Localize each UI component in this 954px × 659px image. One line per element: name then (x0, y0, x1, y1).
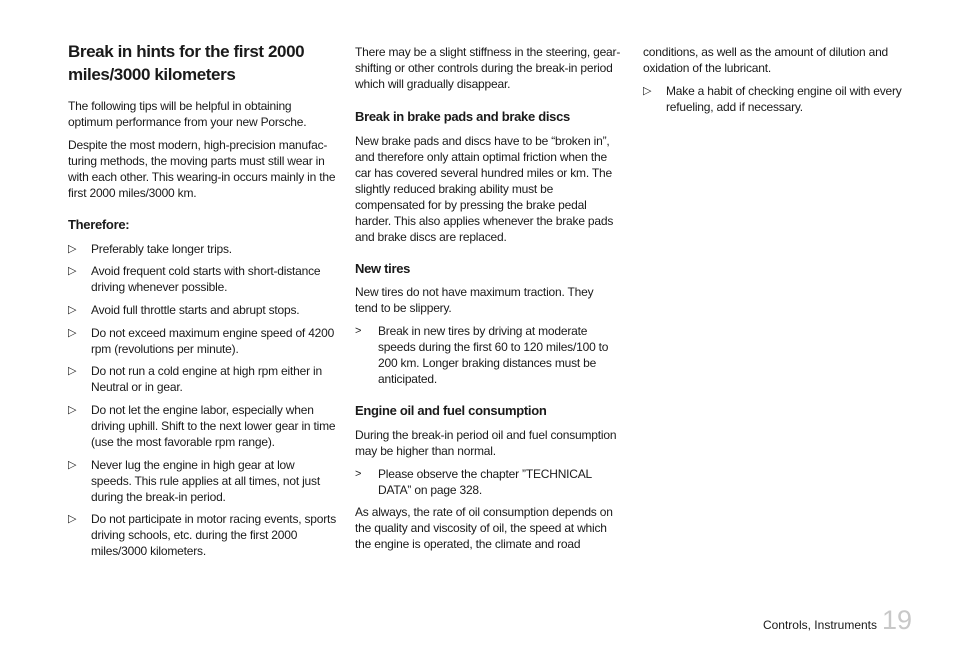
list-item (68, 325, 336, 357)
triangle-bullet-icon: ▷ (68, 459, 77, 471)
list-item (68, 263, 336, 295)
list-item (68, 302, 336, 318)
therefore-heading: Therefore: (68, 217, 130, 232)
page-number: 19 (881, 605, 912, 635)
page-title: Break in hints for the first 2000 miles/3000 kilometers (68, 42, 305, 84)
triangle-bullet-icon: ▷ (643, 85, 652, 97)
list-item (68, 457, 336, 505)
tires-instruction (355, 323, 623, 387)
brakes-heading: Break in brake pads and brake discs (355, 109, 570, 124)
arrow-right-icon: > (355, 468, 362, 480)
triangle-bullet-icon: ▷ (68, 327, 77, 339)
list-item (68, 402, 336, 450)
intro-paragraph-2: Despite the most modern, high-precision manufac-turing methods, the moving parts must still wear in with each other. This wearing-in occurs mainly in the first 2000 miles/3000 km. (68, 138, 336, 200)
triangle-bullet-icon: ▷ (68, 365, 77, 377)
list-item-text: Avoid full throttle starts and abrupt stops. (91, 303, 300, 317)
arrow-right-icon: > (355, 325, 362, 337)
list-item-text: Make a habit of checking engine oil with every refueling, add if necessary. (666, 84, 902, 114)
intro-paragraph-1: The following tips will be helpful in obtaining optimum performance from your new Porsche. (68, 99, 307, 129)
triangle-bullet-icon: ▷ (68, 243, 77, 255)
tires-instruction-text: Break in new tires by driving at moderate speeds during the first 60 to 120 miles/100 to 200 km. Longer braking distances must be anticipated. (378, 324, 609, 386)
triangle-bullet-icon: ▷ (68, 265, 77, 277)
oil-paragraph: During the break-in period oil and fuel consumption may be higher than normal. (355, 428, 617, 458)
list-item-text: Do not exceed maximum engine speed of 4200 rpm (revolutions per minute). (91, 326, 335, 356)
triangle-bullet-icon: ▷ (68, 304, 77, 316)
oil-instruction-text: Please observe the chapter ”TECHNICAL DATA” on page 328. (378, 467, 592, 497)
section-name: Controls, Instruments (762, 618, 877, 632)
tires-paragraph: New tires do not have maximum traction. They tend to be slippery. (355, 285, 594, 315)
triangle-bullet-icon: ▷ (68, 404, 77, 416)
list-item (68, 511, 336, 559)
list-item (643, 83, 911, 115)
oil-instruction (355, 466, 623, 498)
list-item-text: Do not run a cold engine at high rpm either in Neutral or in gear. (91, 364, 322, 394)
list-item-text: Avoid frequent cold starts with short-distance driving whenever possible. (91, 264, 321, 294)
triangle-bullet-icon: ▷ (68, 513, 77, 525)
brakes-paragraph: New brake pads and discs have to be “broken in”, and therefore only attain optimal friction when the car has covered several hundred miles or km. The slightly reduced braking ability must be compensated for by pressing the brake pedal harder. This also applies whenever the brake pads and brake discs are replaced. (355, 134, 614, 244)
oil-paragraph-2: As always, the rate of oil consumption depends on the quality and viscosity of oil, the speed at which the engine is operated, the climate and road (355, 505, 613, 551)
list-item (68, 363, 336, 395)
list-item-text: Never lug the engine in high gear at low speeds. This rule applies at all times, not just during the break-in period. (91, 458, 320, 504)
list-item (68, 241, 336, 257)
list-item-text: Do not participate in motor racing events, sports driving schools, etc. during the first 2000 miles/3000 kilometers. (91, 512, 336, 558)
list-item-text: Do not let the engine labor, especially when driving uphill. Shift to the next lower gear in time (use the most favorable rpm range). (91, 403, 336, 449)
tires-heading: New tires (355, 261, 411, 276)
steering-paragraph: There may be a slight stiffness in the steering, gear-shifting or other controls during the break-in period which will gradually disappear. (355, 45, 621, 91)
oil-paragraph-continued: conditions, as well as the amount of dilution and oxidation of the lubricant. (643, 45, 889, 75)
list-item-text: Preferably take longer trips. (91, 242, 232, 256)
oil-heading: Engine oil and fuel consumption (355, 403, 547, 418)
